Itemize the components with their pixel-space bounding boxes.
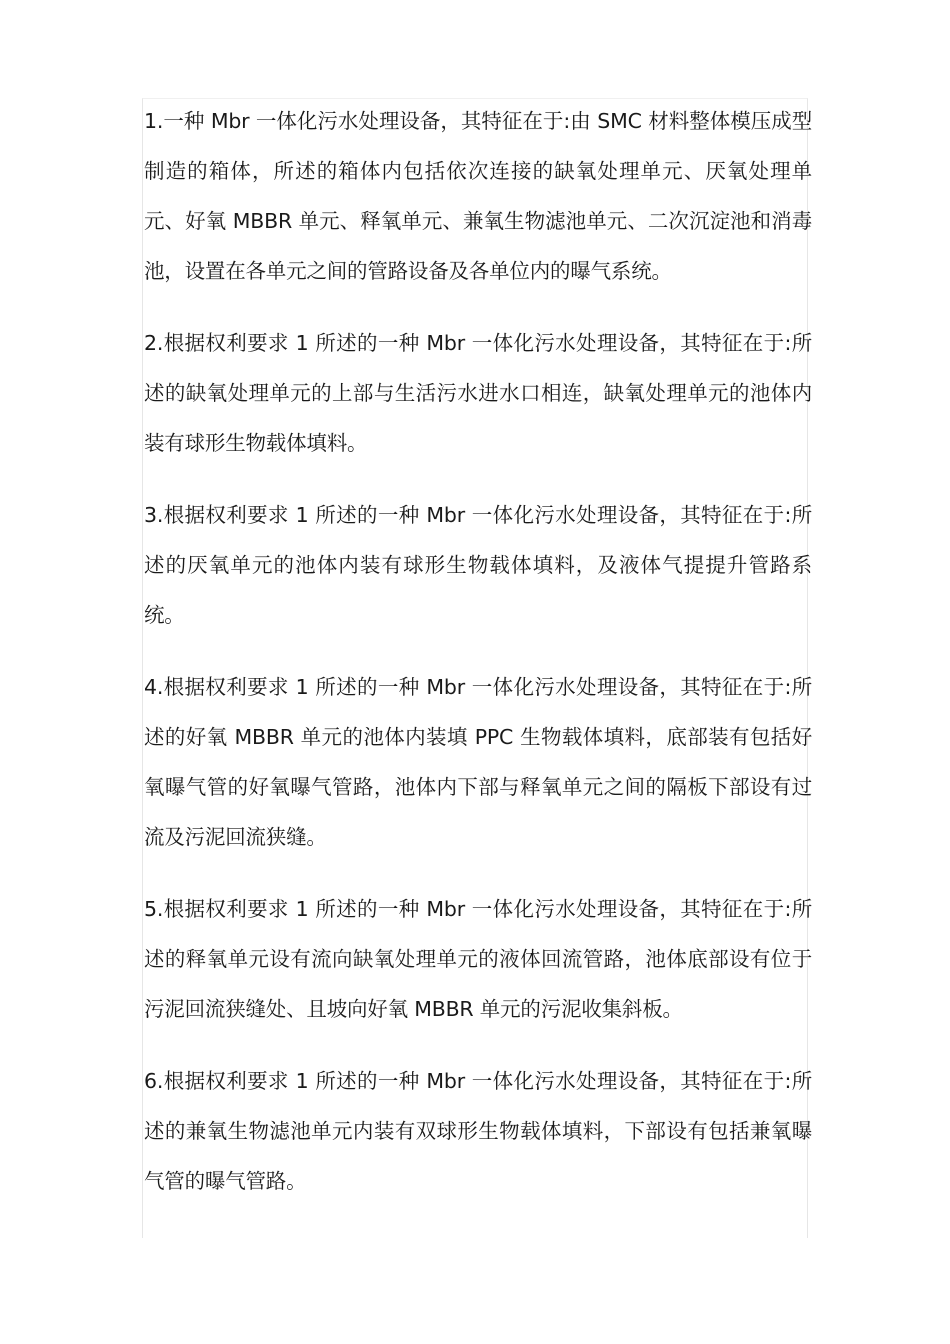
claim-6: 6.根据权利要求 1 所述的一种 Mbr 一体化污水处理设备，其特征在于:所述的兼氧生物滤池单元内装有双球形生物载体填料，下部设有包括兼氧曝气管的曝气管路。 [144, 1069, 812, 1193]
claim-2: 2.根据权利要求 1 所述的一种 Mbr 一体化污水处理设备，其特征在于:所述的缺氧处理单元的上部与生活污水进水口相连，缺氧处理单元的池体内装有球形生物载体填料。 [144, 331, 812, 455]
claim-3: 3.根据权利要求 1 所述的一种 Mbr 一体化污水处理设备，其特征在于:所述的厌氧单元的池体内装有球形生物载体填料，及液体气提提升管路系统。 [144, 503, 812, 627]
claim-1: 1.一种 Mbr 一体化污水处理设备，其特征在于:由 SMC 材料整体模压成型制造的箱体，所述的箱体内包括依次连接的缺氧处理单元、厌氧处理单元、好氧 MBBR 单元、释氧单元、兼氧生物滤池单元、二次沉淀池和消毒池，设置在各单元之间的管路设备及各单位内的曝气系统。 [144, 109, 812, 283]
claims-document [144, 96, 812, 1228]
claim-4: 4.根据权利要求 1 所述的一种 Mbr 一体化污水处理设备，其特征在于:所述的好氧 MBBR 单元的池体内装填 PPC 生物载体填料，底部装有包括好氧曝气管的好氧曝气管路，池体内下部与释氧单元之间的隔板下部设有过流及污泥回流狭缝。 [144, 675, 812, 849]
claim-5: 5.根据权利要求 1 所述的一种 Mbr 一体化污水处理设备，其特征在于:所述的释氧单元设有流向缺氧处理单元的液体回流管路，池体底部设有位于污泥回流狭缝处、且坡向好氧 MBBR 单元的污泥收集斜板。 [144, 897, 812, 1021]
